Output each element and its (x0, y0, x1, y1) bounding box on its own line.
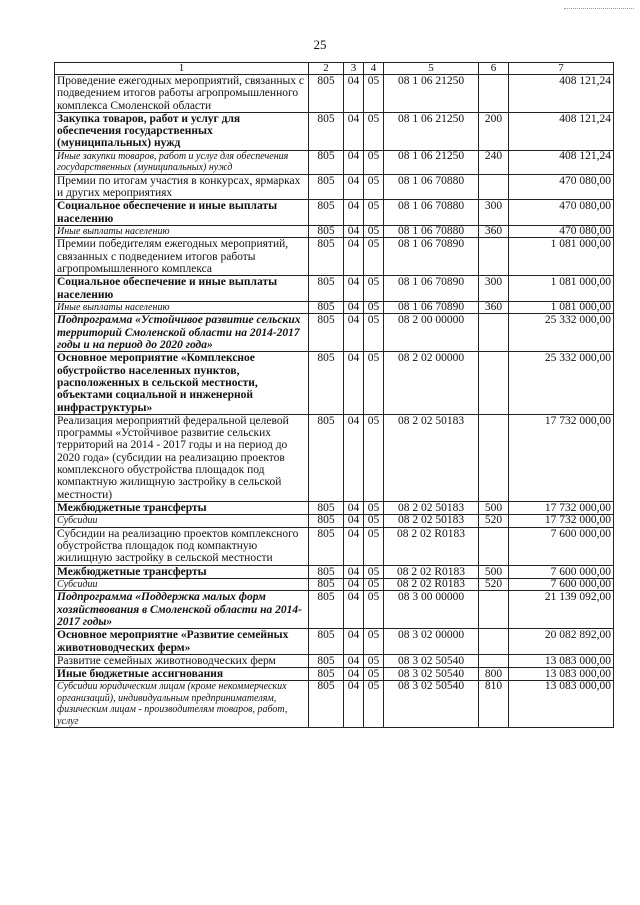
ministry-code-cell: 805 (309, 200, 344, 226)
ministry-code-cell: 805 (309, 276, 344, 302)
amount-cell: 17 732 000,00 (509, 501, 614, 514)
expense-type-code-cell: 300 (479, 200, 509, 226)
expense-type-code-cell (479, 527, 509, 565)
row-name-cell: Иные закупки товаров, работ и услуг для обеспечения государственных (муниципальных) нужд (55, 150, 309, 174)
expense-type-code-cell: 240 (479, 150, 509, 174)
section-code-cell: 04 (344, 200, 364, 226)
target-article-code-cell: 08 2 02 R0183 (384, 527, 479, 565)
subsection-code-cell: 05 (364, 276, 384, 302)
row-name-cell: Иные выплаты населению (55, 225, 309, 238)
row-name-cell: Премии по итогам участия в конкурсах, ярмарках и других мероприятиях (55, 174, 309, 200)
section-code-cell: 04 (344, 238, 364, 276)
table-row (55, 174, 614, 200)
expense-type-code-cell: 500 (479, 501, 509, 514)
ministry-code-cell: 805 (309, 352, 344, 414)
ministry-code-cell: 805 (309, 501, 344, 514)
row-name-cell: Социальное обеспечение и иные выплаты населению (55, 200, 309, 226)
amount-cell: 408 121,24 (509, 75, 614, 113)
amount-cell: 1 081 000,00 (509, 301, 614, 314)
target-article-code-cell: 08 1 06 21250 (384, 75, 479, 113)
row-name-cell: Субсидии юридическим лицам (кроме некоммерческих организаций), индивидуальным предпринимателям, физическим лицам - производителям товаров, работ, услуг (55, 681, 309, 728)
amount-cell: 470 080,00 (509, 174, 614, 200)
subsection-code-cell: 05 (364, 301, 384, 314)
amount-cell: 25 332 000,00 (509, 314, 614, 352)
target-article-code-cell: 08 1 06 70890 (384, 276, 479, 302)
target-article-code-cell: 08 1 06 70890 (384, 238, 479, 276)
section-code-cell: 04 (344, 578, 364, 591)
subsection-code-cell: 05 (364, 578, 384, 591)
column-header: 7 (509, 63, 614, 75)
amount-cell: 21 139 092,00 (509, 591, 614, 629)
table-row (55, 225, 614, 238)
amount-cell: 13 083 000,00 (509, 681, 614, 728)
expense-type-code-cell (479, 414, 509, 501)
ministry-code-cell: 805 (309, 578, 344, 591)
table-row (55, 578, 614, 591)
table-row (55, 629, 614, 655)
section-code-cell: 04 (344, 276, 364, 302)
row-name-cell: Межбюджетные трансферты (55, 501, 309, 514)
ministry-code-cell: 805 (309, 238, 344, 276)
expense-type-code-cell: 360 (479, 225, 509, 238)
row-name-cell: Премии победителям ежегодных мероприятий, связанных с подведением итогов работы агропромышленного комплекса (55, 238, 309, 276)
subsection-code-cell: 05 (364, 352, 384, 414)
subsection-code-cell: 05 (364, 200, 384, 226)
expense-type-code-cell (479, 238, 509, 276)
table-row (55, 527, 614, 565)
row-name-cell: Основное мероприятие «Комплексное обустройство населенных пунктов, расположенных в сельской местности, объектами социальной и инженерной инфраструктуры» (55, 352, 309, 414)
target-article-code-cell: 08 1 06 21250 (384, 112, 479, 150)
target-article-code-cell: 08 1 06 70890 (384, 301, 479, 314)
amount-cell: 7 600 000,00 (509, 578, 614, 591)
ministry-code-cell: 805 (309, 668, 344, 681)
subsection-code-cell: 05 (364, 501, 384, 514)
table-row (55, 238, 614, 276)
table-row (55, 515, 614, 528)
section-code-cell: 04 (344, 668, 364, 681)
subsection-code-cell: 05 (364, 238, 384, 276)
row-name-cell: Субсидии на реализацию проектов комплексного обустройства площадок под компактную жилищную застройку в сельской местности (55, 527, 309, 565)
table-row (55, 668, 614, 681)
expense-type-code-cell (479, 174, 509, 200)
target-article-code-cell: 08 3 02 50540 (384, 668, 479, 681)
ministry-code-cell: 805 (309, 654, 344, 667)
amount-cell: 17 732 000,00 (509, 515, 614, 528)
table-row (55, 150, 614, 174)
ministry-code-cell: 805 (309, 515, 344, 528)
expense-type-code-cell: 520 (479, 578, 509, 591)
table-row (55, 501, 614, 514)
subsection-code-cell: 05 (364, 629, 384, 655)
ministry-code-cell: 805 (309, 174, 344, 200)
expense-type-code-cell: 500 (479, 565, 509, 578)
column-header: 6 (479, 63, 509, 75)
subsection-code-cell: 05 (364, 112, 384, 150)
expense-type-code-cell (479, 654, 509, 667)
expense-type-code-cell: 810 (479, 681, 509, 728)
section-code-cell: 04 (344, 112, 364, 150)
target-article-code-cell: 08 2 02 R0183 (384, 565, 479, 578)
section-code-cell: 04 (344, 352, 364, 414)
subsection-code-cell: 05 (364, 414, 384, 501)
amount-cell: 470 080,00 (509, 200, 614, 226)
table-row (55, 301, 614, 314)
table-row (55, 414, 614, 501)
section-code-cell: 04 (344, 654, 364, 667)
expense-type-code-cell (479, 75, 509, 113)
row-name-cell: Межбюджетные трансферты (55, 565, 309, 578)
amount-cell: 25 332 000,00 (509, 352, 614, 414)
row-name-cell: Реализация мероприятий федеральной целевой программы «Устойчивое развитие сельских территорий на 2014 - 2017 годы и на период до 2020 года» (субсидии на реализацию проектов комплексного обустройства площадок под компактную жилищную застройку в сельской местности) (55, 414, 309, 501)
table-row (55, 112, 614, 150)
ministry-code-cell: 805 (309, 75, 344, 113)
ministry-code-cell: 805 (309, 565, 344, 578)
expense-type-code-cell (479, 314, 509, 352)
scan-artifact (564, 8, 634, 11)
expense-type-code-cell (479, 591, 509, 629)
table-row (55, 314, 614, 352)
column-header: 1 (55, 63, 309, 75)
ministry-code-cell: 805 (309, 314, 344, 352)
expense-type-code-cell (479, 629, 509, 655)
page-number: 25 (313, 37, 327, 52)
row-name-cell: Субсидии (55, 578, 309, 591)
table-row (55, 591, 614, 629)
amount-cell: 408 121,24 (509, 150, 614, 174)
target-article-code-cell: 08 1 06 21250 (384, 150, 479, 174)
section-code-cell: 04 (344, 591, 364, 629)
table-row (55, 654, 614, 667)
amount-cell: 7 600 000,00 (509, 565, 614, 578)
expense-type-code-cell: 200 (479, 112, 509, 150)
ministry-code-cell: 805 (309, 591, 344, 629)
ministry-code-cell: 805 (309, 150, 344, 174)
row-name-cell: Иные выплаты населению (55, 301, 309, 314)
target-article-code-cell: 08 3 02 50540 (384, 681, 479, 728)
row-name-cell: Основное мероприятие «Развитие семейных животноводческих ферм» (55, 629, 309, 655)
expense-type-code-cell: 300 (479, 276, 509, 302)
subsection-code-cell: 05 (364, 150, 384, 174)
expense-type-code-cell: 520 (479, 515, 509, 528)
amount-cell: 13 083 000,00 (509, 654, 614, 667)
section-code-cell: 04 (344, 225, 364, 238)
ministry-code-cell: 805 (309, 527, 344, 565)
amount-cell: 7 600 000,00 (509, 527, 614, 565)
section-code-cell: 04 (344, 174, 364, 200)
subsection-code-cell: 05 (364, 681, 384, 728)
subsection-code-cell: 05 (364, 515, 384, 528)
section-code-cell: 04 (344, 565, 364, 578)
row-name-cell: Субсидии (55, 515, 309, 528)
subsection-code-cell: 05 (364, 668, 384, 681)
section-code-cell: 04 (344, 75, 364, 113)
target-article-code-cell: 08 2 02 00000 (384, 352, 479, 414)
table-row (55, 565, 614, 578)
amount-cell: 408 121,24 (509, 112, 614, 150)
table-body (55, 63, 614, 728)
target-article-code-cell: 08 3 02 50540 (384, 654, 479, 667)
subsection-code-cell: 05 (364, 314, 384, 352)
target-article-code-cell: 08 3 00 00000 (384, 591, 479, 629)
amount-cell: 1 081 000,00 (509, 238, 614, 276)
target-article-code-cell: 08 1 06 70880 (384, 200, 479, 226)
ministry-code-cell: 805 (309, 414, 344, 501)
subsection-code-cell: 05 (364, 75, 384, 113)
ministry-code-cell: 805 (309, 112, 344, 150)
table-row (55, 200, 614, 226)
target-article-code-cell: 08 2 02 50183 (384, 414, 479, 501)
row-name-cell: Проведение ежегодных мероприятий, связанных с подведением итогов работы агропромышленного комплекса Смоленской области (55, 75, 309, 113)
expense-type-code-cell: 800 (479, 668, 509, 681)
target-article-code-cell: 08 2 02 R0183 (384, 578, 479, 591)
target-article-code-cell: 08 1 06 70880 (384, 174, 479, 200)
subsection-code-cell: 05 (364, 225, 384, 238)
subsection-code-cell: 05 (364, 591, 384, 629)
ministry-code-cell: 805 (309, 225, 344, 238)
table-header-row (55, 63, 614, 75)
target-article-code-cell: 08 2 00 00000 (384, 314, 479, 352)
budget-table (54, 62, 614, 728)
amount-cell: 1 081 000,00 (509, 276, 614, 302)
target-article-code-cell: 08 3 02 00000 (384, 629, 479, 655)
amount-cell: 17 732 000,00 (509, 414, 614, 501)
section-code-cell: 04 (344, 414, 364, 501)
row-name-cell: Подпрограмма «Устойчивое развитие сельских территорий Смоленской области на 2014-2017 годы и на период до 2020 года» (55, 314, 309, 352)
ministry-code-cell: 805 (309, 681, 344, 728)
target-article-code-cell: 08 1 06 70880 (384, 225, 479, 238)
section-code-cell: 04 (344, 629, 364, 655)
amount-cell: 20 082 892,00 (509, 629, 614, 655)
column-header: 4 (364, 63, 384, 75)
section-code-cell: 04 (344, 527, 364, 565)
row-name-cell: Иные бюджетные ассигнования (55, 668, 309, 681)
ministry-code-cell: 805 (309, 301, 344, 314)
expense-type-code-cell (479, 352, 509, 414)
target-article-code-cell: 08 2 02 50183 (384, 515, 479, 528)
column-header: 5 (384, 63, 479, 75)
section-code-cell: 04 (344, 681, 364, 728)
amount-cell: 470 080,00 (509, 225, 614, 238)
table-row (55, 75, 614, 113)
row-name-cell: Закупка товаров, работ и услуг для обеспечения государственных (муниципальных) нужд (55, 112, 309, 150)
section-code-cell: 04 (344, 515, 364, 528)
expense-type-code-cell: 360 (479, 301, 509, 314)
section-code-cell: 04 (344, 301, 364, 314)
subsection-code-cell: 05 (364, 565, 384, 578)
row-name-cell: Социальное обеспечение и иные выплаты населению (55, 276, 309, 302)
column-header: 3 (344, 63, 364, 75)
subsection-code-cell: 05 (364, 654, 384, 667)
amount-cell: 13 083 000,00 (509, 668, 614, 681)
table-row (55, 681, 614, 728)
section-code-cell: 04 (344, 501, 364, 514)
column-header: 2 (309, 63, 344, 75)
row-name-cell: Подпрограмма «Поддержка малых форм хозяйствования в Смоленской области на 2014-2017 годы» (55, 591, 309, 629)
subsection-code-cell: 05 (364, 527, 384, 565)
target-article-code-cell: 08 2 02 50183 (384, 501, 479, 514)
ministry-code-cell: 805 (309, 629, 344, 655)
table-row (55, 352, 614, 414)
subsection-code-cell: 05 (364, 174, 384, 200)
section-code-cell: 04 (344, 150, 364, 174)
table-row (55, 276, 614, 302)
section-code-cell: 04 (344, 314, 364, 352)
row-name-cell: Развитие семейных животноводческих ферм (55, 654, 309, 667)
